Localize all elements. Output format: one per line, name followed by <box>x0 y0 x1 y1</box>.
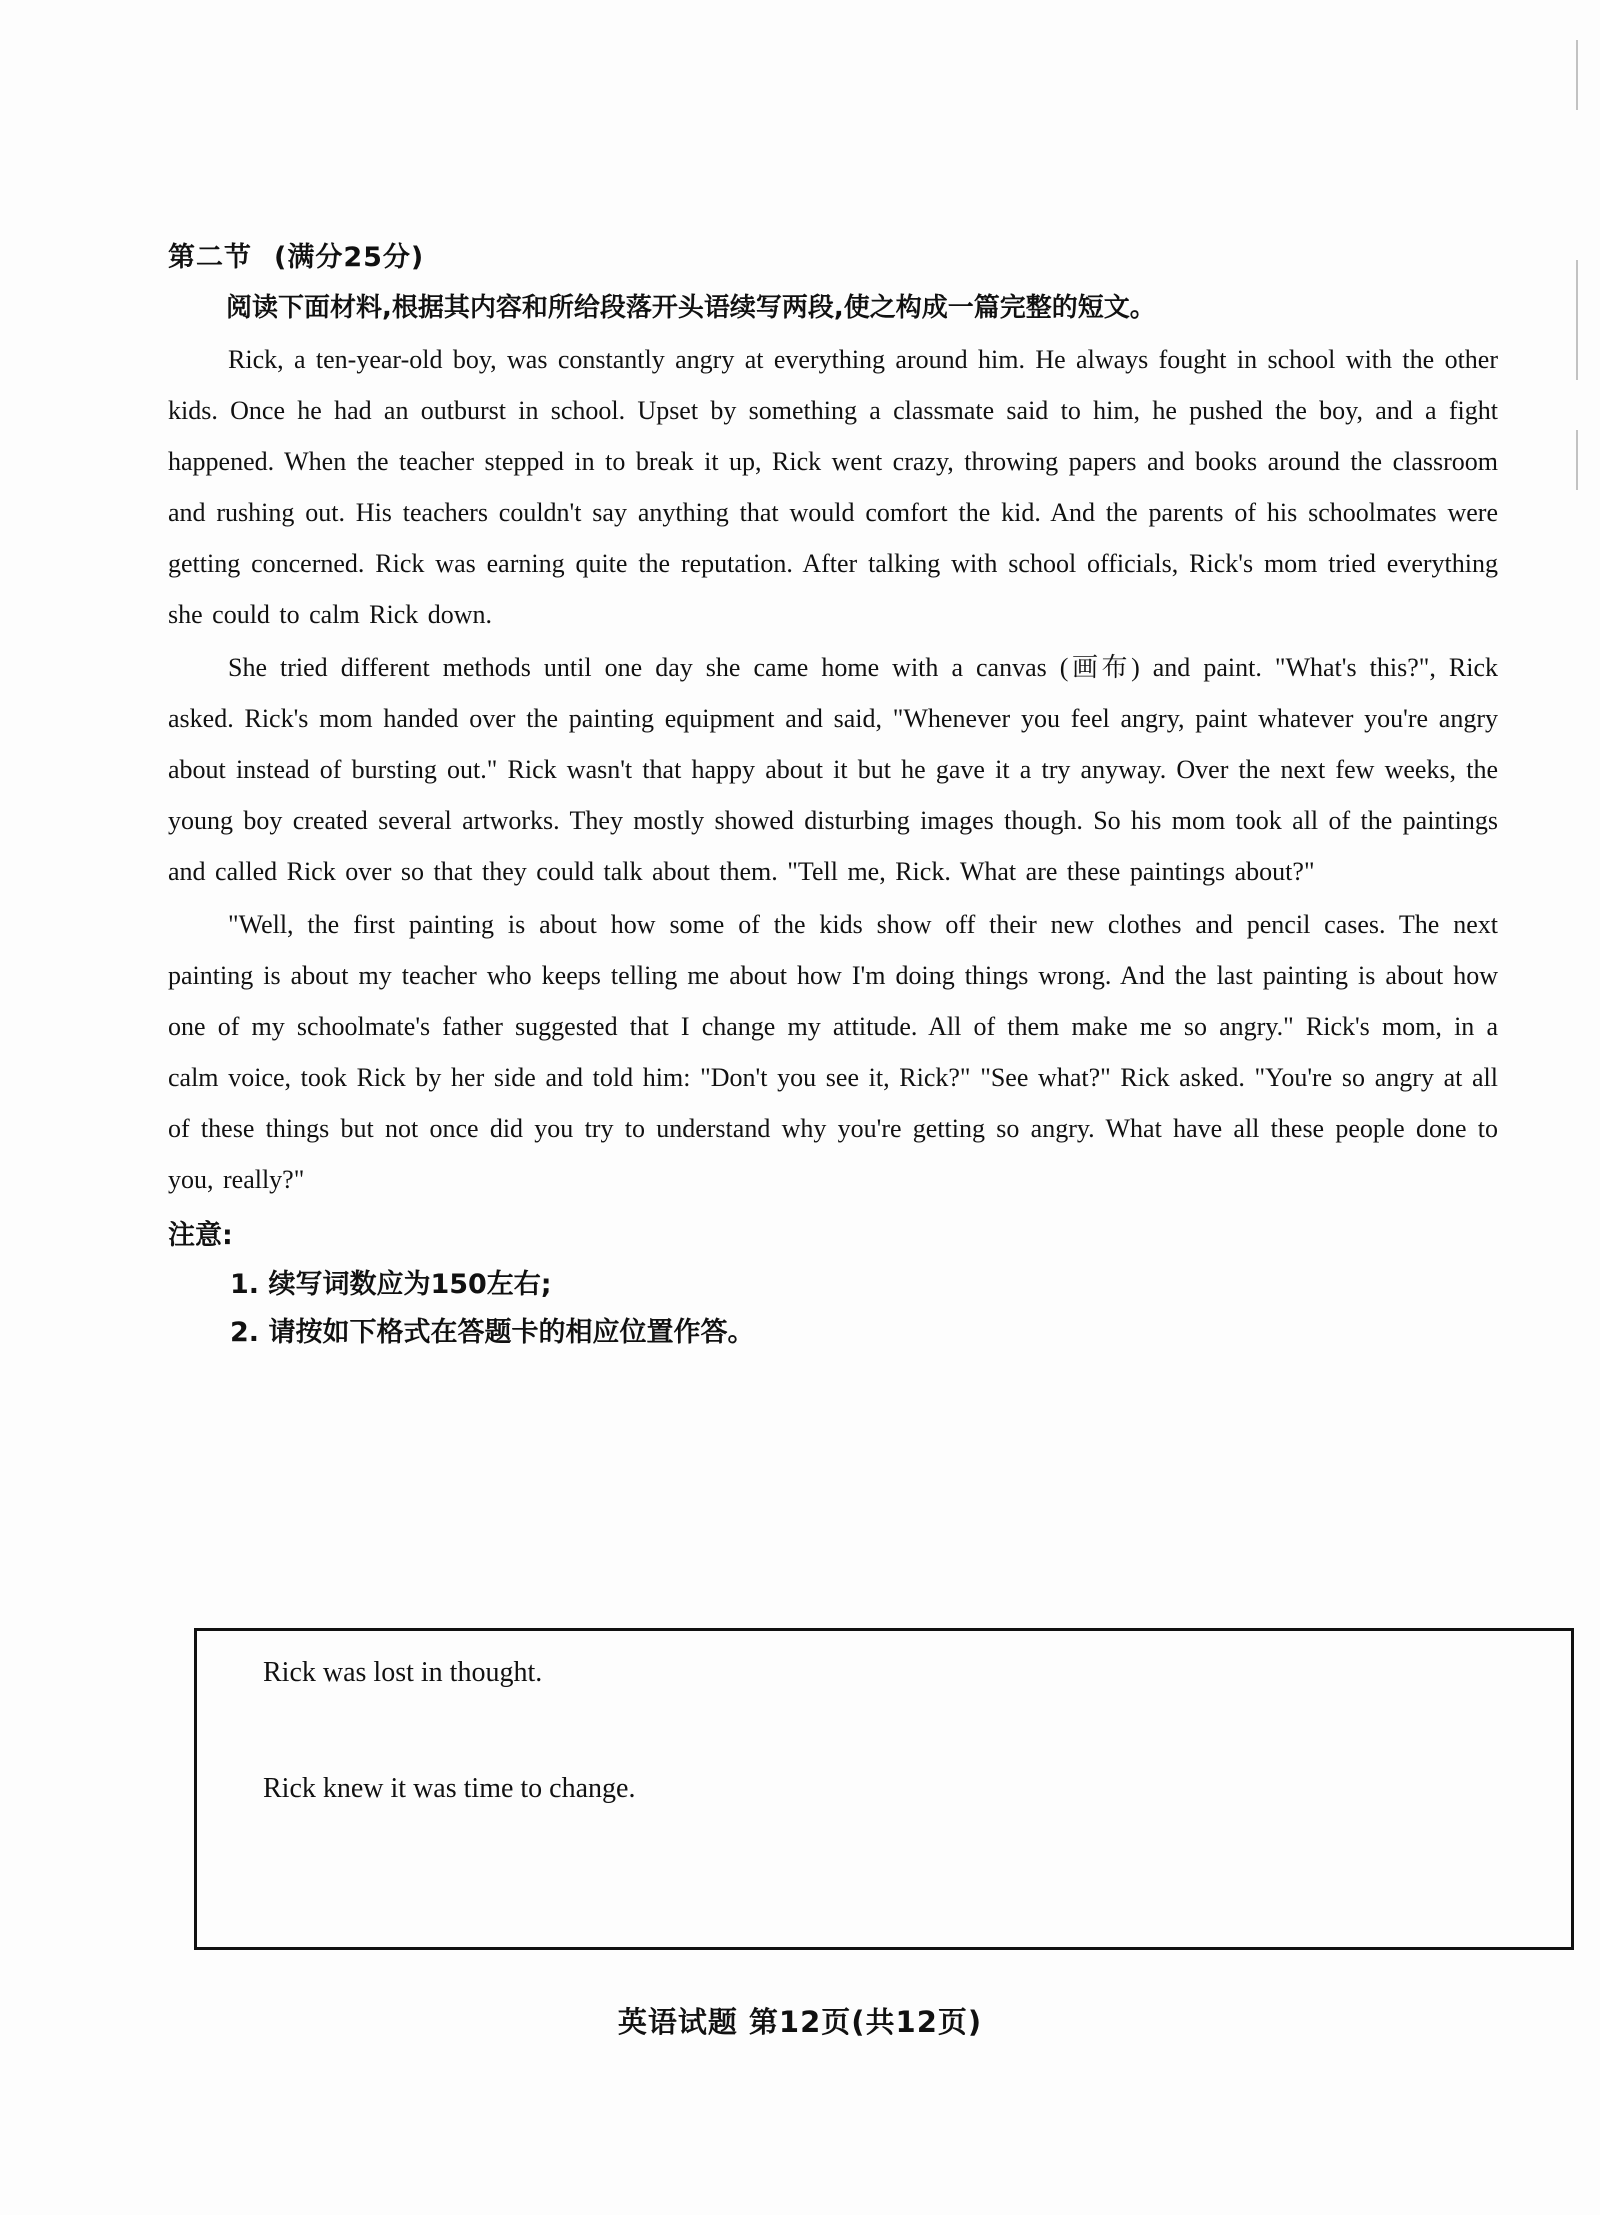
answer-format-box <box>194 1628 1574 1950</box>
section-score: (满分25分) <box>274 242 425 273</box>
scan-artifact <box>1576 260 1578 380</box>
paragraph-opener-2: Rick knew it was time to change. <box>263 1773 636 1804</box>
passage-paragraph-1: Rick, a ten-year-old boy, was constantly angry at everything around him. He always fought in school with the other kids. Once he had an outburst in school. Upset by something a classmate said to him, he pushed the boy, and a fight happened. When the teacher stepped in to break it up, Rick went crazy, throwing papers and books around the classroom and rushing out. His teachers couldn't say anything that would comfort the kid. And the parents of his schoolmates were getting concerned. Rick was earning quite the reputation. After talking with school officials, Rick's mom tried everything she could to calm Rick down. <box>168 345 1498 629</box>
main-content <box>168 238 1498 1357</box>
passage-paragraph-3: "Well, the first painting is about how some of the kids show off their new clothes and pencil cases. The next painting is about my teacher who keeps telling me about how I'm doing things wrong. And the last painting is about how one of my schoolmate's father suggested that I change my attitude. All of them make me so angry." Rick's mom, in a calm voice, took Rick by her side and told him: "Don't you see it, Rick?" "See what?" Rick asked. "You're so angry at all of these things but not once did you try to understand why you're getting so angry. What have all these people done to you, really?" <box>168 910 1498 1194</box>
note-item-1: 1. 续写词数应为150左右; <box>230 1269 552 1300</box>
section-heading <box>168 238 1498 278</box>
passage-paragraph-2: She tried different methods until one day she came home with a canvas (画布) and paint. "What's this?", Rick asked. Rick's mom handed over the painting equipment and said, "Whenever you feel angry, paint whatever you're angry about instead of bursting out." Rick wasn't that happy about it but he gave it a try anyway. Over the next few weeks, the young boy created several artworks. They mostly showed disturbing images though. So his mom took all of the paintings and called Rick over so that they could talk about them. "Tell me, Rick. What are these paintings about?" <box>168 653 1498 886</box>
page-footer: 英语试题 第12页(共12页) <box>617 2005 983 2039</box>
section-title: 第二节 <box>168 242 252 273</box>
section-instruction: 阅读下面材料,根据其内容和所给段落开头语续写两段,使之构成一篇完整的短文。 <box>226 293 1156 323</box>
notes-label: 注意: <box>168 1220 233 1251</box>
scan-artifact <box>1576 430 1578 490</box>
scan-artifact <box>1576 40 1578 110</box>
paragraph-opener-1: Rick was lost in thought. <box>263 1657 543 1688</box>
note-item-2: 2. 请按如下格式在答题卡的相应位置作答。 <box>230 1317 755 1348</box>
